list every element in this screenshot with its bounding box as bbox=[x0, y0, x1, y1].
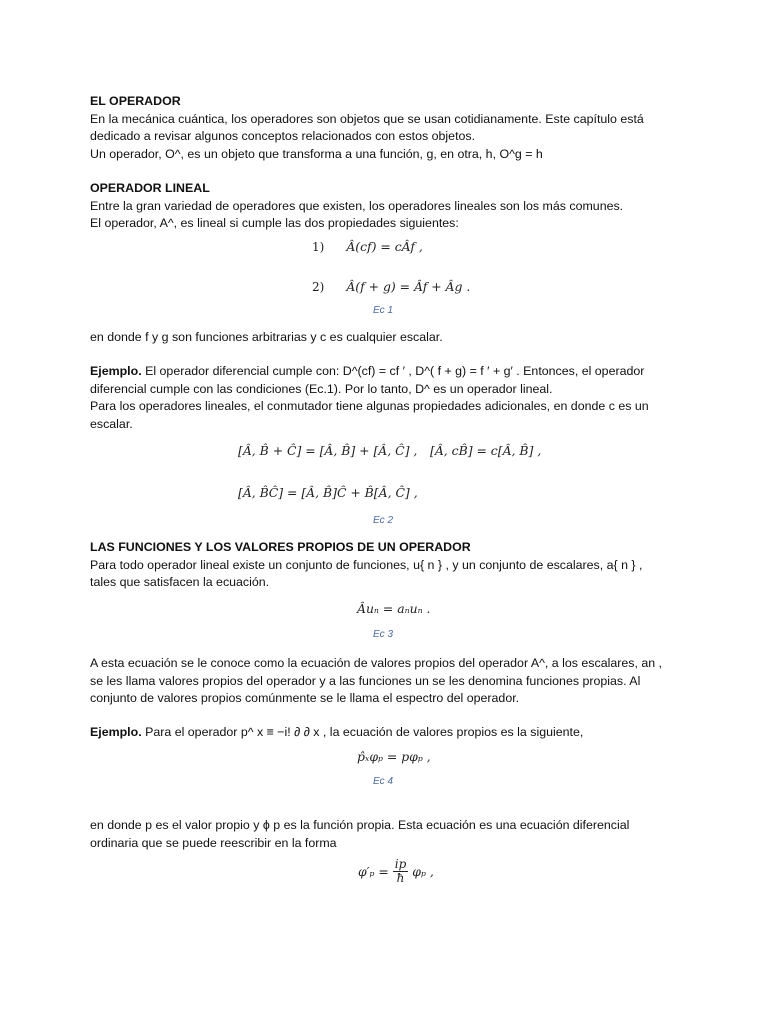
equation-2a: [Â, B̂ + Ĉ] = [Â, B̂] + [Â, Ĉ] , bbox=[238, 443, 418, 458]
equation-number: 1) bbox=[312, 240, 325, 254]
heading-funciones-valores-propios: LAS FUNCIONES Y LOS VALORES PROPIOS DE UN OPERADOR bbox=[90, 540, 471, 554]
paragraph-line: conjunto de valores propios comúnmente se le llama el espectro del operador. bbox=[90, 691, 520, 705]
section-ejemplo-diferencial bbox=[90, 363, 670, 433]
section-el-operador bbox=[90, 93, 670, 163]
section-ejemplo-momento bbox=[90, 724, 670, 742]
equation-1b bbox=[312, 278, 470, 297]
equation-2c: [Â, B̂Ĉ] = [Â, B̂]Ĉ + B̂[Â, Ĉ] , bbox=[238, 485, 418, 500]
paragraph-line: Entre la gran variedad de operadores que existen, los operadores lineales son los más comunes. bbox=[90, 198, 624, 213]
equation-text: Â(f + g) = Âf + Âg . bbox=[346, 279, 471, 294]
paragraph-line: Para todo operador lineal existe un conjunto de funciones, u{ n } , y un conjunto de escalares, a{ n } , bbox=[90, 557, 643, 572]
equation-5 bbox=[358, 858, 434, 885]
paragraph-line: en donde f y g son funciones arbitrarias y c es cualquier escalar. bbox=[90, 330, 443, 344]
fraction-numerator: ip bbox=[394, 857, 407, 871]
paragraph-line: Para los operadores lineales, el conmutador tiene algunas propiedades adicionales, en donde c es un bbox=[90, 399, 649, 413]
equation-caption-4: Ec 4 bbox=[373, 776, 394, 787]
paragraph-line: tales que satisfacen la ecuación. bbox=[90, 575, 270, 589]
paragraph-line: En la mecánica cuántica, los operadores son objetos que se usan cotidianamente. Este capítulo está bbox=[90, 111, 644, 126]
heading-operador-lineal: OPERADOR LINEAL bbox=[90, 181, 210, 195]
paragraph-ecuacion-valores-propios bbox=[90, 655, 670, 708]
paragraph-valor-propio bbox=[90, 817, 670, 852]
equation-caption-2: Ec 2 bbox=[373, 515, 394, 526]
paragraph-line: en donde p es el valor propio y ϕ p es la función propia. Esta ecuación es una ecuación diferencial bbox=[90, 818, 630, 832]
equation-1a bbox=[312, 238, 423, 257]
paragraph-text: El operador diferencial cumple con: D^(cf) = cf ′ , D^( f + g) = f ′ + g′ . Entonces, el operador bbox=[141, 364, 645, 378]
equation-text: Â(cf) = cÂf , bbox=[346, 239, 423, 254]
heading-el-operador: EL OPERADOR bbox=[90, 94, 181, 108]
paragraph-text: Para el operador p^ x ≡ −i! ∂ ∂ x , la ecuación de valores propios es la siguiente, bbox=[141, 725, 584, 739]
paragraph-line bbox=[90, 724, 670, 742]
section-funciones-valores-propios bbox=[90, 539, 670, 592]
paragraph-line: El operador, A^, es lineal si cumple las dos propiedades siguientes: bbox=[90, 216, 459, 230]
ejemplo-label: Ejemplo. bbox=[90, 725, 142, 739]
paragraph-line: diferencial cumple con las condiciones (Ec.1). Por lo tanto, D^ es un operador lineal. bbox=[90, 381, 553, 396]
equation-3: Âuₙ = aₙuₙ . bbox=[357, 601, 431, 616]
paragraph-line: escalar. bbox=[90, 416, 133, 431]
paragraph-line: se les llama valores propios del operador y a las funciones un se les denomina funciones propias. Al bbox=[90, 673, 641, 688]
paragraph-line: Un operador, O^, es un objeto que transforma a una función, g, en otra, h, O^g = h bbox=[90, 146, 543, 161]
paragraph-line: A esta ecuación se le conoce como la ecuación de valores propios del operador A^, a los escalares, an , bbox=[90, 656, 662, 670]
equation-caption-1: Ec 1 bbox=[373, 305, 394, 316]
equation-rhs: φₚ , bbox=[412, 863, 434, 879]
equation-caption-3: Ec 3 bbox=[373, 629, 394, 640]
equation-fraction bbox=[393, 858, 409, 885]
ejemplo-label: Ejemplo. bbox=[90, 364, 142, 378]
section-operador-lineal bbox=[90, 180, 670, 233]
paragraph-line bbox=[90, 363, 670, 381]
equation-number: 2) bbox=[312, 280, 325, 294]
paragraph-line: dedicado a revisar algunos conceptos relacionados con estos objetos. bbox=[90, 129, 476, 143]
equation-lhs: φ′ₚ = bbox=[358, 863, 389, 879]
fraction-denominator: ħ bbox=[396, 871, 405, 885]
equation-2b: [Â, cB̂] = c[Â, B̂] , bbox=[430, 443, 542, 458]
equation-4: p̂ₓφₚ = pφₚ , bbox=[357, 749, 431, 764]
paragraph-line: ordinaria que se puede reescribir en la forma bbox=[90, 835, 337, 850]
paragraph-funciones-arbitrarias bbox=[90, 329, 670, 347]
